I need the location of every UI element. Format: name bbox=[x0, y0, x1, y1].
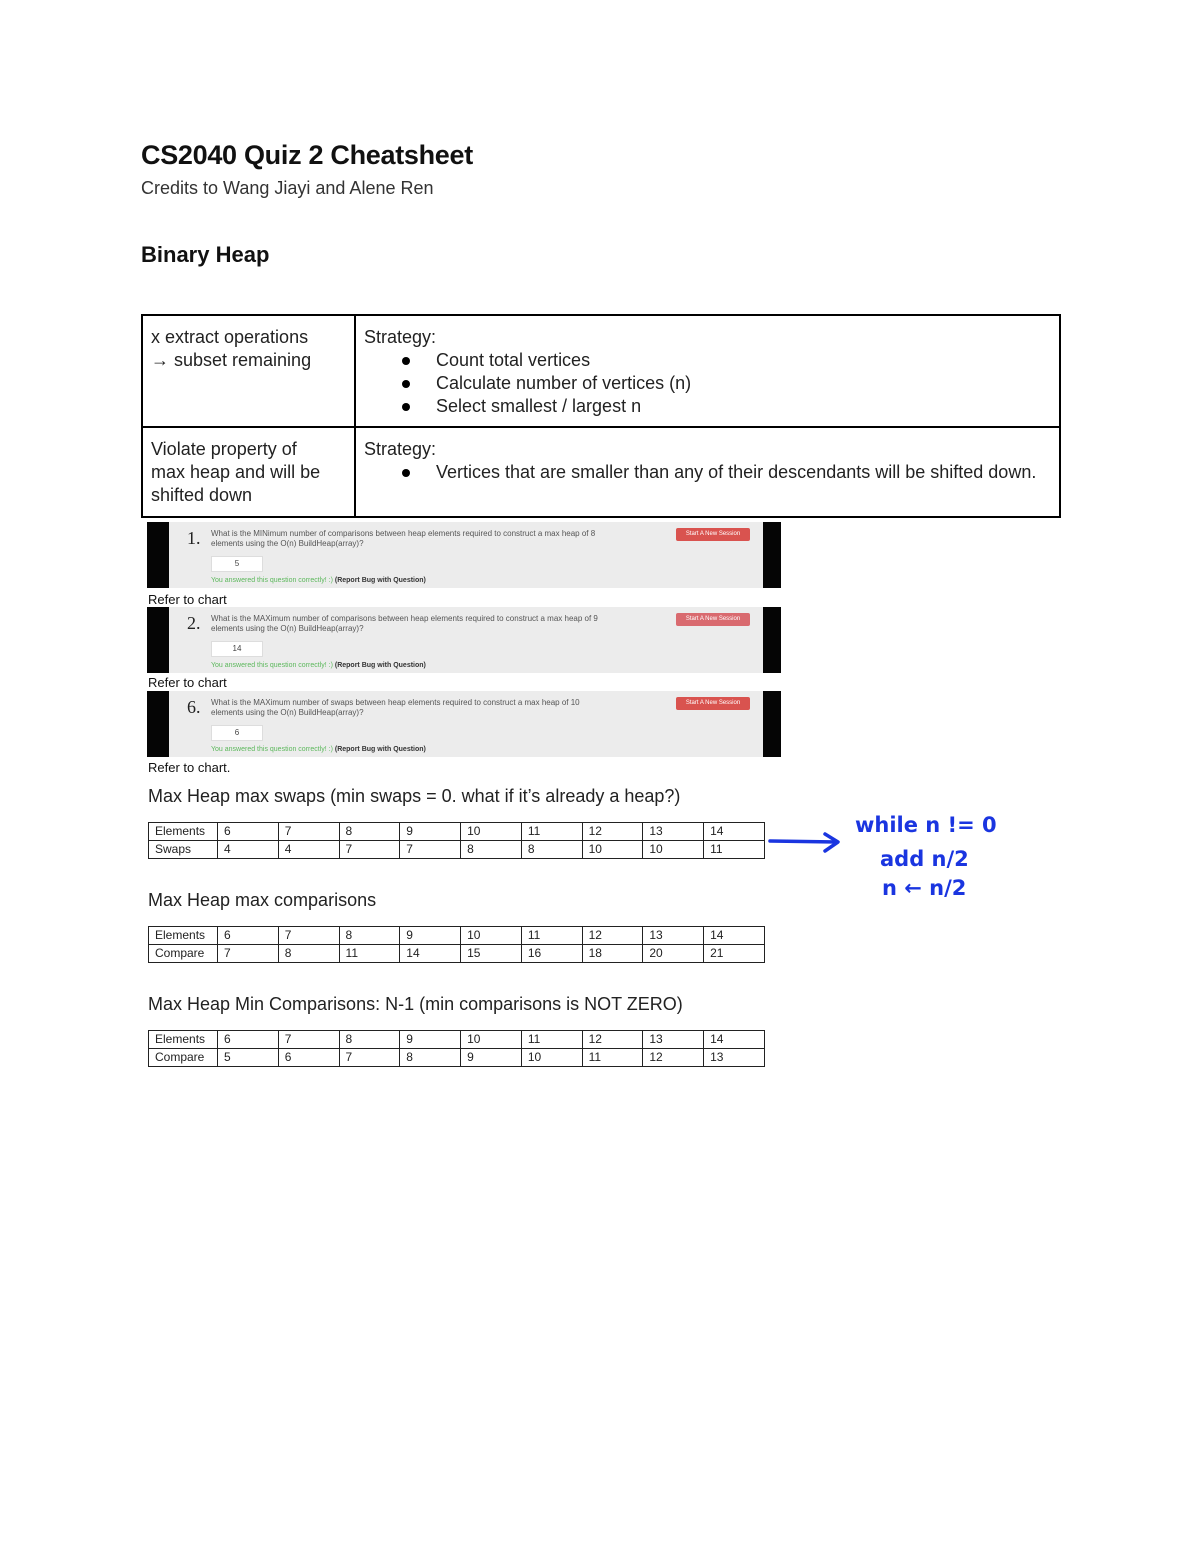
table-cell: 12 bbox=[643, 1049, 704, 1067]
refer-note: Refer to chart bbox=[148, 592, 227, 607]
condition-line: max heap and will be bbox=[151, 462, 321, 482]
table-cell: 10 bbox=[582, 841, 643, 859]
strategy-bullet: Vertices that are smaller than any of their descendants will be shifted down. bbox=[436, 461, 1051, 484]
table-cell: 14 bbox=[704, 1031, 765, 1049]
handwritten-line: n ← n/2 bbox=[882, 876, 967, 900]
document-title: CS2040 Quiz 2 Cheatsheet bbox=[141, 140, 473, 170]
table-cell: 5 bbox=[218, 1049, 279, 1067]
question-text: What is the MAXimum number of swaps between heap elements required to construct a max heap of 10 elements using the O(n) BuildHeap(array)? bbox=[211, 698, 580, 717]
condition-cell bbox=[142, 427, 355, 517]
table-cell: 10 bbox=[461, 1031, 522, 1049]
table-cell: 10 bbox=[521, 1049, 582, 1067]
row-label: Swaps bbox=[149, 841, 218, 859]
strategy-label: Strategy: bbox=[364, 327, 437, 347]
min-comparisons-table bbox=[148, 1030, 765, 1067]
table-cell: 9 bbox=[400, 1031, 461, 1049]
row-label: Compare bbox=[149, 945, 218, 963]
table-row bbox=[149, 1049, 765, 1067]
table-cell: 8 bbox=[521, 841, 582, 859]
document-subtitle: Credits to Wang Jiayi and Alene Ren bbox=[141, 178, 434, 198]
table-cell: 14 bbox=[400, 945, 461, 963]
table-cell: 4 bbox=[278, 841, 339, 859]
start-session-button[interactable]: Start A New Session bbox=[676, 528, 750, 541]
section-heading: Binary Heap bbox=[141, 242, 270, 267]
table-cell: 21 bbox=[704, 945, 765, 963]
table-cell: 8 bbox=[339, 1031, 400, 1049]
strategy-label: Strategy: bbox=[364, 439, 437, 459]
feedback-message bbox=[211, 662, 426, 669]
strategy-cell bbox=[355, 315, 1060, 427]
table-cell: 8 bbox=[339, 823, 400, 841]
row-label: Elements bbox=[149, 927, 218, 945]
report-bug-link[interactable]: (Report Bug with Question) bbox=[334, 662, 426, 669]
table-cell: 6 bbox=[218, 927, 279, 945]
feedback-text: You answered this question correctly! :) bbox=[211, 662, 333, 669]
handwritten-line: add n/2 bbox=[880, 847, 969, 871]
answer-field[interactable]: 14 bbox=[211, 641, 263, 657]
table-cell: 7 bbox=[339, 841, 400, 859]
table-cell: 9 bbox=[400, 927, 461, 945]
strategy-list bbox=[364, 461, 1051, 484]
table-row bbox=[149, 945, 765, 963]
quiz-screenshot bbox=[147, 691, 781, 757]
table-cell: 8 bbox=[461, 841, 522, 859]
table-cell: 13 bbox=[704, 1049, 765, 1067]
table-cell: 7 bbox=[278, 927, 339, 945]
table-row bbox=[149, 1031, 765, 1049]
strategy-bullet: Select smallest / largest n bbox=[436, 395, 1051, 418]
table-cell: 11 bbox=[521, 823, 582, 841]
arrow-right-icon bbox=[770, 834, 838, 851]
strategy-bullet: Count total vertices bbox=[436, 349, 1051, 372]
table-cell: 12 bbox=[582, 1031, 643, 1049]
table-cell: 7 bbox=[400, 841, 461, 859]
table-row bbox=[149, 841, 765, 859]
max-comparisons-table bbox=[148, 926, 765, 963]
table-cell: 18 bbox=[582, 945, 643, 963]
table-cell: 10 bbox=[461, 823, 522, 841]
feedback-message bbox=[211, 746, 426, 753]
report-bug-link[interactable]: (Report Bug with Question) bbox=[334, 577, 426, 584]
table-cell: 13 bbox=[643, 823, 704, 841]
table-heading: Max Heap max swaps (min swaps = 0. what if it’s already a heap?) bbox=[148, 786, 681, 806]
row-label: Elements bbox=[149, 823, 218, 841]
table-cell: 12 bbox=[582, 927, 643, 945]
condition-line: x extract operations bbox=[151, 327, 309, 347]
swaps-table bbox=[148, 822, 765, 859]
question-text: What is the MINimum number of comparisons between heap elements required to construct a max heap of 8 elements using the O(n) BuildHeap(array)? bbox=[211, 529, 596, 548]
table-cell: 20 bbox=[643, 945, 704, 963]
table-cell: 8 bbox=[339, 927, 400, 945]
table-cell: 10 bbox=[643, 841, 704, 859]
report-bug-link[interactable]: (Report Bug with Question) bbox=[334, 746, 426, 753]
strategy-cell bbox=[355, 427, 1060, 517]
condition-cell bbox=[142, 315, 355, 427]
strategy-bullet: Calculate number of vertices (n) bbox=[436, 372, 1051, 395]
table-row bbox=[149, 927, 765, 945]
table-cell: 6 bbox=[218, 823, 279, 841]
strategy-row bbox=[142, 315, 1060, 427]
table-cell: 11 bbox=[704, 841, 765, 859]
table-cell: 7 bbox=[339, 1049, 400, 1067]
condition-line: shifted down bbox=[151, 485, 253, 505]
table-cell: 8 bbox=[278, 945, 339, 963]
table-cell: 8 bbox=[400, 1049, 461, 1067]
question-number: 1. bbox=[187, 528, 201, 548]
table-cell: 12 bbox=[582, 823, 643, 841]
quiz-screenshot bbox=[147, 522, 781, 588]
answer-field[interactable]: 5 bbox=[211, 556, 263, 572]
condition-line: → subset remaining bbox=[151, 350, 312, 370]
table-cell: 9 bbox=[461, 1049, 522, 1067]
handwritten-annotation bbox=[765, 805, 1005, 905]
table-cell: 11 bbox=[521, 927, 582, 945]
table-cell: 7 bbox=[278, 823, 339, 841]
table-cell: 16 bbox=[521, 945, 582, 963]
table-cell: 7 bbox=[218, 945, 279, 963]
feedback-text: You answered this question correctly! :) bbox=[211, 746, 333, 753]
answer-field[interactable]: 6 bbox=[211, 725, 263, 741]
table-cell: 6 bbox=[278, 1049, 339, 1067]
quiz-screenshot bbox=[147, 607, 781, 673]
row-label: Compare bbox=[149, 1049, 218, 1067]
table-cell: 13 bbox=[643, 927, 704, 945]
table-cell: 13 bbox=[643, 1031, 704, 1049]
table-cell: 4 bbox=[218, 841, 279, 859]
question-number: 2. bbox=[187, 613, 201, 633]
row-label: Elements bbox=[149, 1031, 218, 1049]
handwritten-line: while n != 0 bbox=[855, 813, 997, 837]
strategy-table bbox=[141, 314, 1061, 518]
condition-line: Violate property of bbox=[151, 439, 297, 459]
table-cell: 14 bbox=[704, 823, 765, 841]
start-session-button[interactable]: Start A New Session bbox=[676, 697, 750, 710]
table-cell: 11 bbox=[339, 945, 400, 963]
table-cell: 9 bbox=[400, 823, 461, 841]
table-heading: Max Heap max comparisons bbox=[148, 890, 377, 910]
table-cell: 15 bbox=[461, 945, 522, 963]
table-cell: 10 bbox=[461, 927, 522, 945]
strategy-row bbox=[142, 427, 1060, 517]
table-cell: 11 bbox=[521, 1031, 582, 1049]
strategy-list bbox=[364, 349, 1051, 418]
table-cell: 11 bbox=[582, 1049, 643, 1067]
table-cell: 7 bbox=[278, 1031, 339, 1049]
table-cell: 6 bbox=[218, 1031, 279, 1049]
table-row bbox=[149, 823, 765, 841]
refer-note: Refer to chart bbox=[148, 675, 227, 690]
table-cell: 14 bbox=[704, 927, 765, 945]
question-number: 6. bbox=[187, 697, 201, 717]
refer-note: Refer to chart. bbox=[148, 760, 231, 775]
start-session-button[interactable]: Start A New Session bbox=[676, 613, 750, 626]
table-heading: Max Heap Min Comparisons: N-1 (min comparisons is NOT ZERO) bbox=[148, 994, 683, 1014]
question-text: What is the MAXimum number of comparisons between heap elements required to construct a max heap of 9 elements using the O(n) BuildHeap(array)? bbox=[211, 614, 598, 633]
feedback-message bbox=[211, 577, 426, 584]
feedback-text: You answered this question correctly! :) bbox=[211, 577, 333, 584]
